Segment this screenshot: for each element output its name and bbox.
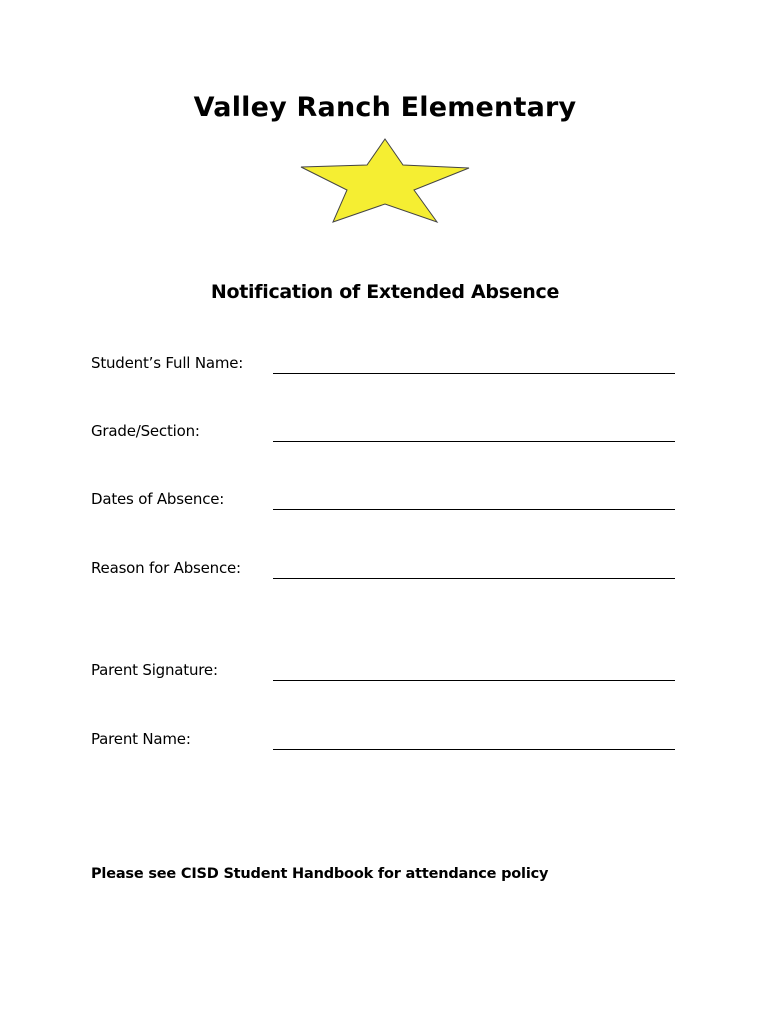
parent-name-field[interactable] [273,730,675,750]
dates-of-absence-label: Dates of Absence: [91,490,225,508]
reason-for-absence-label: Reason for Absence: [91,559,241,577]
parent-name-label: Parent Name: [91,730,191,748]
parent-signature-label: Parent Signature: [91,661,218,679]
dates-of-absence-field[interactable] [273,490,675,510]
student-full-name-field[interactable] [273,354,675,374]
school-title: Valley Ranch Elementary [193,92,577,123]
parent-signature-field[interactable] [273,661,675,681]
grade-section-field[interactable] [273,422,675,442]
attendance-policy-note: Please see CISD Student Handbook for attendance policy [91,866,549,882]
form-title: Notification of Extended Absence [210,281,560,303]
reason-for-absence-field[interactable] [273,559,675,579]
student-full-name-label: Student’s Full Name: [91,354,244,372]
star-icon [299,138,471,224]
grade-section-label: Grade/Section: [91,422,200,440]
